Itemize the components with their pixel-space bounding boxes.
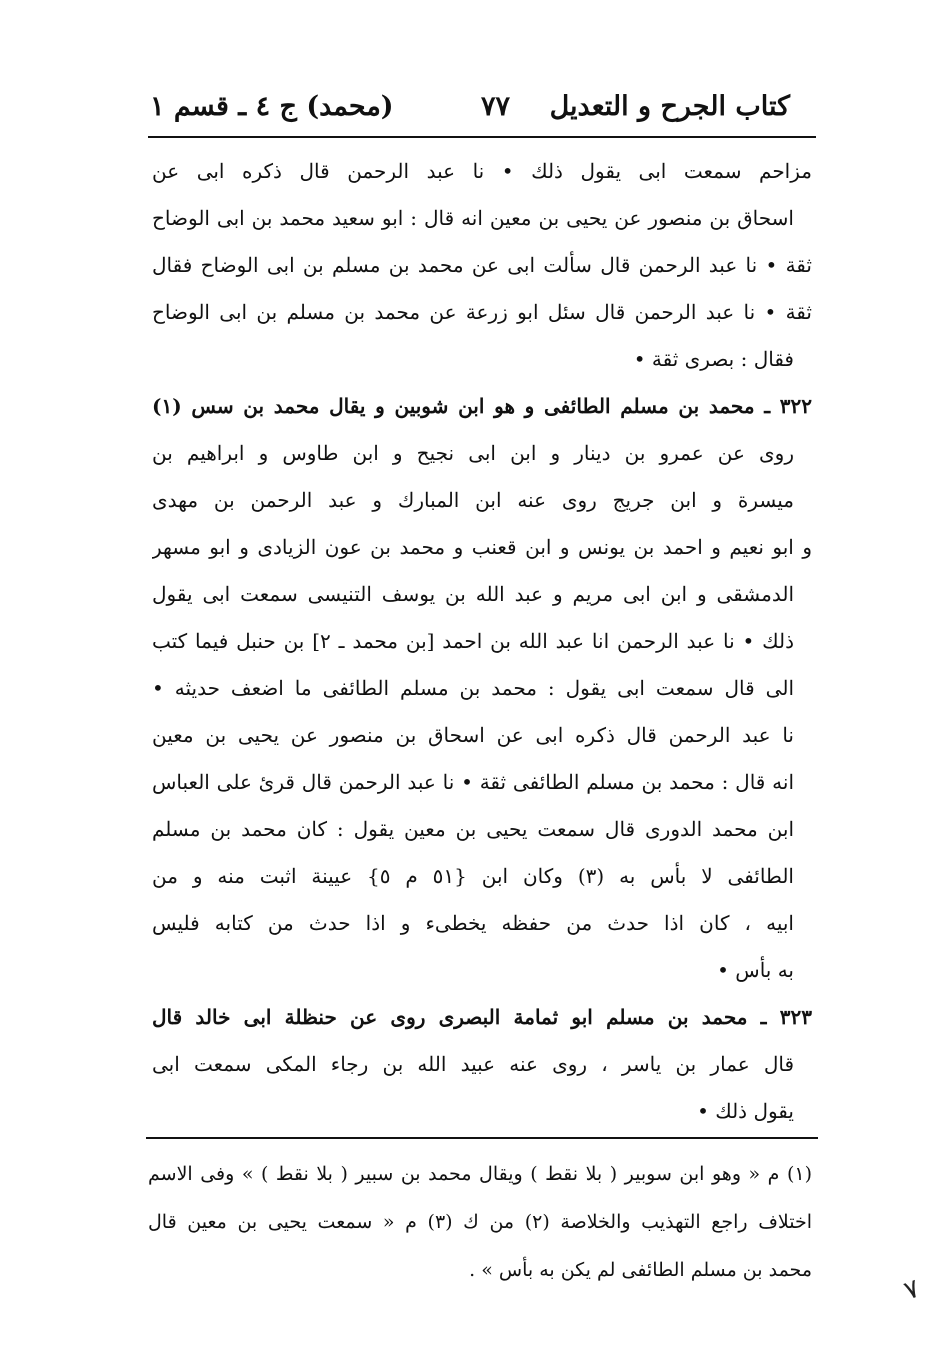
text-line: نا عبد الرحمن قال ذكره ابى عن اسحاق بن منصور عن يحيى بن معين (152, 723, 794, 747)
text-line: ابن محمد الدورى قال سمعت يحيى بن معين يقول : كان محمد بن مسلم (152, 817, 794, 841)
text-line: به بأس • (717, 958, 794, 982)
footnote-line: اختلاف راجع التهذيب والخلاصة (٢) من ك (٣) م « سمعت يحيى بن معين قال (148, 1211, 812, 1233)
header-volume-info: (محمد) ج ٤ ـ قسم ١ (150, 91, 394, 122)
text-line: الى قال سمعت ابى يقول : محمد بن مسلم الطائفى ما اضعف حديثه • (152, 676, 794, 700)
footnotes (148, 1150, 812, 1294)
text-line: الطائفى لا بأس به (٣) وكان ابن {٥١ م ٥} عيينة اثبت منه و من (152, 864, 794, 888)
text-line: الدمشقى و ابن ابى مريم و عبد الله بن يوسف التنيسى سمعت ابى يقول (152, 582, 794, 606)
text-line: و ابو نعيم و احمد بن يونس و ابن قعنب و محمد بن عون الزيادى و ابو مسهر (152, 535, 812, 559)
header-page-number: ٧٧ (480, 91, 510, 122)
text-line: فقال : بصرى ثقة • (633, 347, 794, 371)
header-book-title: كتاب الجرح و التعديل (549, 91, 790, 122)
text-line: اسحاق بن منصور عن يحيى بن معين انه قال : ابو سعيد محمد بن ابى الوضاح (152, 206, 794, 230)
footnote-line: (١) م « وهو ابن سوبير ( بلا نقط ) ويقال محمد بن سبير ( بلا نقط ) » وفى الاسم (148, 1163, 812, 1185)
text-line: ابيه ، كان اذا حدث من حفظه يخطىء و اذا حدث من كتابه فليس (152, 911, 794, 935)
text-line: قال عمار بن ياسر ، روى عنه عبيد الله بن رجاء المكى سمعت ابى (152, 1052, 794, 1076)
text-line: ميسرة و ابن جريج روى عنه ابن المبارك و عبد الرحمن بن مهدى (152, 488, 794, 512)
margin-mark: ٧ (900, 1273, 924, 1307)
entry-322-heading-line: ٣٢٢ ـ محمد بن مسلم الطائفى و هو ابن شوبين و يقال محمد بن سس (١) (152, 394, 812, 418)
text-line: مزاحم سمعت ابى يقول ذلك • نا عبد الرحمن قال ذكره ابى عن (152, 159, 812, 183)
text-line: ذلك • نا عبد الرحمن انا عبد الله بن احمد [بن محمد ـ ٢] بن حنبل فيما كتب (152, 629, 794, 653)
text-line: ثقة • نا عبد الرحمن قال سألت ابى عن محمد بن مسلم بن ابى الوضاح فقال (152, 253, 812, 277)
text-line: يقول ذلك • (697, 1099, 794, 1123)
running-header (150, 84, 810, 130)
footnote-line: محمد بن مسلم الطائفى لم يكن به بأس » . (469, 1259, 812, 1281)
footnote-rule (146, 1137, 818, 1139)
header-rule (148, 136, 816, 138)
entry-323-heading-line: ٣٢٣ ـ محمد بن مسلم ابو ثمامة البصرى روى عن حنظلة ابى خالد قال (152, 1005, 812, 1029)
text-line: روى عن عمرو بن دينار و ابن ابى نجيح و ابن طاوس و ابراهيم بن (152, 441, 794, 465)
text-line: انه قال : محمد بن مسلم الطائفى ثقة • نا عبد الرحمن قال قرئ على العباس (152, 770, 794, 794)
text-line: ثقة • نا عبد الرحمن قال سئل ابو زرعة عن محمد بن مسلم بن ابى الوضاح (152, 300, 812, 324)
main-text (152, 148, 812, 1135)
